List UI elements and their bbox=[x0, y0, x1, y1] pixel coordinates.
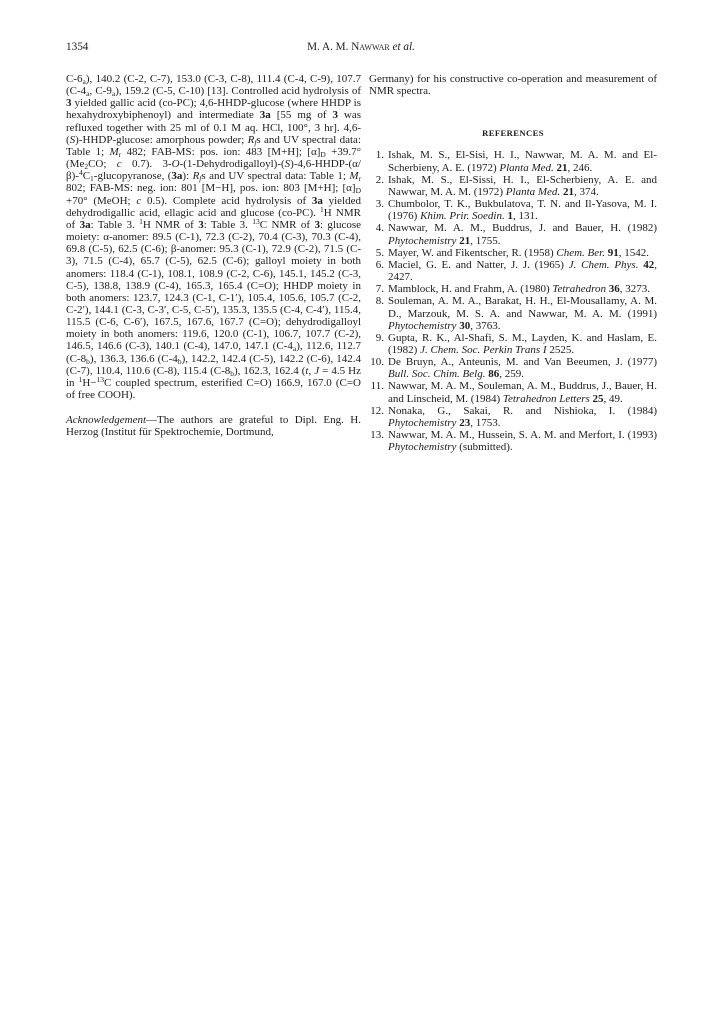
left-column bbox=[66, 73, 361, 438]
reference-text: Nawwar, M. A. M., Buddrus, J. and Bauer, H. (1982) Phytochemistry 21, 1755. bbox=[388, 222, 657, 247]
reference-text: Mayer, W. and Fikentscher, R. (1958) Chem. Ber. 91, 1542. bbox=[388, 246, 649, 259]
reference-item bbox=[369, 429, 657, 453]
acknowledgement-continued: Germany) for his constructive co-operation and measurement of NMR spectra. bbox=[369, 73, 657, 98]
reference-text: Mamblock, H. and Frahm, A. (1980) Tetrahedron 36, 3273. bbox=[388, 283, 650, 296]
reference-text: De Bruyn, A., Anteunis, M. and Van Beeumen, J. (1977) Bull. Soc. Chim. Belg. 86, 259. bbox=[388, 356, 657, 381]
reference-item bbox=[369, 283, 657, 295]
reference-number: 4. bbox=[375, 222, 384, 235]
references-heading: REFERENCES bbox=[482, 128, 544, 139]
page-number: 1354 bbox=[66, 41, 89, 53]
reference-item bbox=[369, 198, 657, 222]
running-head bbox=[66, 41, 656, 57]
reference-number: 7. bbox=[375, 283, 384, 296]
reference-item bbox=[369, 222, 657, 246]
reference-number: 9. bbox=[375, 331, 384, 344]
authors-suffix: et al. bbox=[389, 41, 415, 53]
reference-text: Gupta, R. K., Al-Shafi, S. M., Layden, K. and Haslam, E. (1982) J. Chem. Soc. Perkin Trans I 2525. bbox=[388, 331, 657, 356]
reference-text: Ishak, M. S., El-Sisi, H. I., Nawwar, M. A. M. and El-Scherbieny, A. E. (1972) Planta Med. 21, 246. bbox=[388, 149, 657, 174]
running-head-authors bbox=[66, 41, 656, 53]
reference-text: Nawwar, M. A. M., Souleman, A. M., Buddrus, J., Bauer, H. and Linscheid, M. (1984) Tetrahedron Letters 25, 49. bbox=[388, 380, 657, 405]
acknowledgement-lead: Acknowledgement bbox=[66, 413, 147, 426]
reference-number: 2. bbox=[375, 173, 384, 186]
acknowledgement-text: —The authors are grateful to Dipl. Eng. H. Herzog (Institut für Spektrochemie, Dortmund, bbox=[66, 413, 361, 438]
reference-text: Nawwar, M. A. M., Hussein, S. A. M. and Merfort, I. (1993) Phytochemistry (submitted). bbox=[388, 429, 657, 454]
authors-smallcaps: awwar bbox=[359, 41, 390, 53]
reference-text: Nonaka, G., Sakai, R. and Nishioka, I. (1984) Phytochemistry 23, 1753. bbox=[388, 404, 657, 429]
reference-item bbox=[369, 259, 657, 283]
experimental-paragraph: $C-6_a$), 140.2 (C-2, C-7), 153.0 (C-3, C-8), 111.4 (C-4, C-9), 107.7 ($C-4_a$, $C-9_a$), 159.2 (C-5, C-10) [13]. Controlled acid hydrolysis of 3 yielded gallic acid (co-PC); 4,6-HHDP-glucose (where HHDP is hexahydroxybiphenoyl) and intermediate 3a [55 mg of 3 was refluxed together with 25 ml of 0.1 M aq. HCl, 100°, 3 hr]. 4,6-(S)-HHDP-glucose: amorphous powder; $R_fs$ and UV spectral data: Table 1; $M_r$ 482; FAB-MS: pos. ion: 483 [M+H]; $[\alpha]_D +39.7^\circ$ ($Me_2CO$; c 0.7). $3-O-(1-Dehydrodigalloyl)-(S)-4,6-HHDP-(\alpha/\beta)-^4C_1$-glucopyranose, (3a): $R_fs$ and UV spectral data: Table 1; $M_r$ 802; FAB-MS: neg. ion: 801 [M−H], pos. ion: 803 [M+H]; $[\alpha]_D +70^\circ$ (MeOH; c 0.5). Complete acid hydrolysis of 3a yielded dehydrodigallic acid, ellagic acid and glucose (co-PC). $^1$H NMR of 3a: Table 3. $^1$H NMR of 3: Table 3. $^{13}$C NMR of 3: glucose moiety: α-anomer: 89.5 (C-1), 72.3 (C-2), 70.4 (C-3), 70.3 (C-4), 69.8 (C-5), 62.5 (C-6); β-anomer: 95.3 (C-1), 72.9 (C-2), 71.5 (C-3), 71.5 (C-4), 65.7 (C-5), 62.5 (C-6); galloyl moiety in both anomers: 118.4 (C-1), 108.1, 108.9 (C-2, C-6), 145.1, 145.2 (C-3, C-5), 138.8, 138.9 (C-4), 165.3, 165.4 (C=O); HHDP moiety in both anomers: 123.7, 124.3 (C-1, C-1′), 105.4, 105.6, 105.7 (C-2, C-2′), 144.1 (C-3, C-3′, C-5, C-5′), 135.3, 135.5 (C-4, C-4′), 115.4, 115.5 (C-6, C-6′), 167.5, 167.6, 167.7 (C=O); dehydrodigalloyl moiety in both anomers: 119.6, 120.0 (C-1), 106.7, 107.7 (C-2), 146.5, 146.6 (C-3), 140.1 (C-4), 147.0, 147.1 $(C-4_a)$, 112.6, 112.7 $(C-8_b)$, 136.3, 136.6 $(C-4_b)$, 142.2, 142.4 (C-5), 142.2 (C-6), 142.4 (C-7), 110.4, 110.6 (C-8), 115.4 $(C-8_b)$, 162.3, 162.4 (t, J = 4.5 Hz in $^1$H−$^{13}$C coupled spectrum, esterified C=O) 166.9, 167.0 (C=O of free COOH). bbox=[66, 73, 362, 402]
reference-number: 13. bbox=[370, 429, 384, 442]
reference-number: 11. bbox=[370, 380, 384, 393]
reference-item bbox=[369, 332, 657, 356]
reference-number: 10. bbox=[370, 356, 384, 369]
reference-number: 12. bbox=[370, 404, 384, 417]
reference-number: 1. bbox=[375, 149, 384, 162]
reference-item bbox=[369, 149, 657, 173]
reference-item bbox=[369, 295, 657, 331]
reference-text: Maciel, G. E. and Natter, J. J. (1965) J. Chem. Phys. 42, 2427. bbox=[388, 258, 657, 284]
reference-text: Souleman, A. M. A., Barakat, H. H., El-Mousallamy, A. M. D., Marzouk, M. S. A. and Nawwar, M. A. M. (1991) Phytochemistry 30, 3763. bbox=[388, 295, 657, 332]
reference-text: Chumbolor, T. K., Bukbulatova, T. N. and Il-Yasova, M. I. (1976) Khim. Prir. Soedin. 1, 131. bbox=[388, 198, 657, 223]
references-list bbox=[369, 149, 657, 453]
reference-number: 8. bbox=[375, 295, 384, 308]
reference-number: 6. bbox=[375, 258, 384, 271]
right-column bbox=[369, 73, 657, 453]
reference-item bbox=[369, 405, 657, 429]
reference-item bbox=[369, 356, 657, 380]
acknowledgement-paragraph bbox=[66, 414, 361, 438]
reference-item bbox=[369, 247, 657, 259]
reference-number: 5. bbox=[375, 246, 384, 259]
authors-prefix: M. A. M. N bbox=[307, 41, 360, 53]
reference-item bbox=[369, 174, 657, 198]
reference-text: Ishak, M. S., El-Sissi, H. I., El-Scherbieny, A. E. and Nawwar, M. A. M. (1972) Planta Med. 21, 374. bbox=[388, 173, 657, 198]
reference-item bbox=[369, 380, 657, 404]
reference-number: 3. bbox=[375, 198, 384, 211]
